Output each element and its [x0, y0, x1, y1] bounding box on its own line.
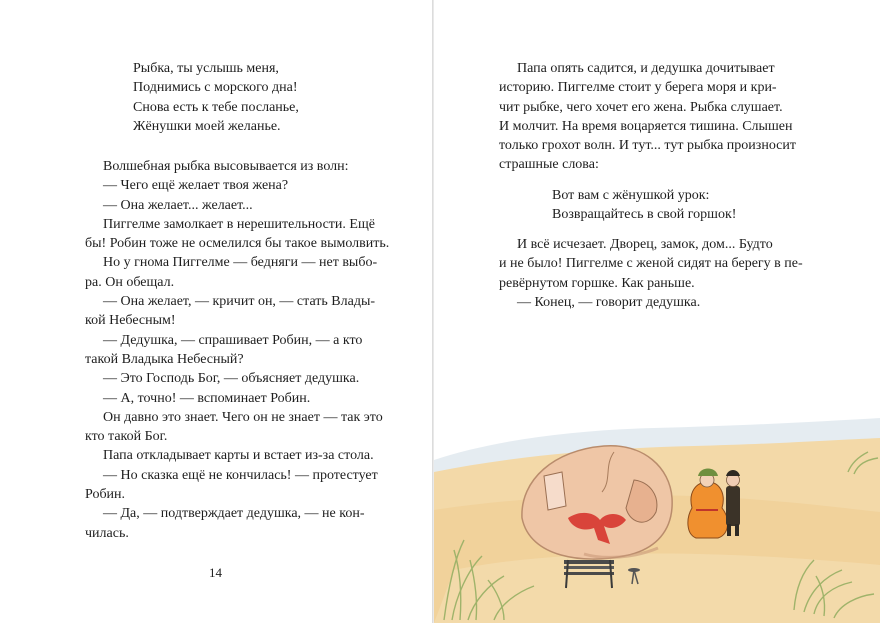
right-prose-top	[499, 59, 796, 175]
text-line: — Дедушка, — спрашивает Робин, — а кто	[103, 332, 363, 348]
text-line: — Это Господь Бог, — объясняет дедушка.	[103, 371, 360, 387]
text-line: — Конец, — говорит дедушка.	[517, 294, 701, 310]
text-line: Пиггелме замолкает в нерешительности. Ещё	[103, 216, 375, 232]
text-line: кой Небесным!	[85, 313, 176, 329]
text-line: — Чего ещё желает твоя жена?	[103, 178, 289, 194]
text-line: — Она желает, — кричит он, — стать Влады-	[103, 294, 376, 310]
text-line: Он давно это знает. Чего он не знает — так это	[103, 409, 383, 425]
text-line: бы! Робин тоже не осмелился бы такое вымолвить.	[85, 236, 390, 252]
text-line: кто такой Бог.	[85, 429, 168, 445]
beach-illustration	[434, 400, 880, 623]
text-line: — Да, — подтверждает дедушка, — не кон-	[103, 506, 365, 522]
poem-line: Вот вам с жёнушкой урок:	[552, 188, 710, 203]
text-line: чит рыбке, чего хочет его жена. Рыбка слушает.	[499, 99, 783, 115]
text-line: ревёрнутом горшке. Как раньше.	[499, 275, 695, 291]
poem-line: Поднимись с морского дна!	[133, 80, 298, 96]
text-line: И молчит. На время воцаряется тишина. Слышен	[499, 118, 793, 134]
text-line: Робин.	[85, 487, 126, 503]
text-line: Папа откладывает карты и встает из-за стола.	[103, 448, 374, 464]
poem-line: Жёнушки моей желанье.	[133, 118, 281, 134]
text-line: Но у гнома Пиггелме — бедняги — нет выбо-	[103, 255, 378, 271]
text-line: такой Владыка Небесный?	[85, 351, 244, 367]
text-line: — Она желает... желает...	[103, 197, 253, 213]
page-number: 14	[209, 565, 222, 580]
poem-line: Снова есть к тебе посланье,	[133, 99, 299, 115]
poem-line: Рыбка, ты услышь меня,	[133, 61, 279, 76]
poem-line: Возвращайтесь в свой горшок!	[552, 207, 737, 223]
text-line: И всё исчезает. Дворец, замок, дом... Будто	[517, 237, 773, 252]
text-line: — Но сказка ещё не кончилась! — протестует	[103, 467, 378, 483]
text-line: ра. Он обещал.	[85, 274, 175, 290]
text-line: историю. Пиггелме стоит у берега моря и кри-	[499, 80, 777, 96]
text-line: Волшебная рыбка высовывается из волн:	[103, 159, 349, 174]
text-line: Папа опять садится, и дедушка дочитывает	[517, 61, 775, 76]
right-prose-bottom	[499, 235, 803, 312]
text-line: — А, точно! — вспоминает Робин.	[103, 390, 311, 406]
text-line: страшные слова:	[499, 157, 599, 173]
text-line: и не было! Пиггелме с женой сидят на берегу в пе-	[499, 256, 803, 272]
right-page	[434, 0, 880, 623]
text-line: только грохот волн. И тут... тут рыбка произносит	[499, 138, 796, 154]
left-page	[0, 0, 433, 623]
left-poem	[133, 59, 299, 136]
right-poem	[552, 186, 736, 225]
text-line: чилась.	[85, 525, 129, 541]
left-prose	[85, 157, 389, 543]
